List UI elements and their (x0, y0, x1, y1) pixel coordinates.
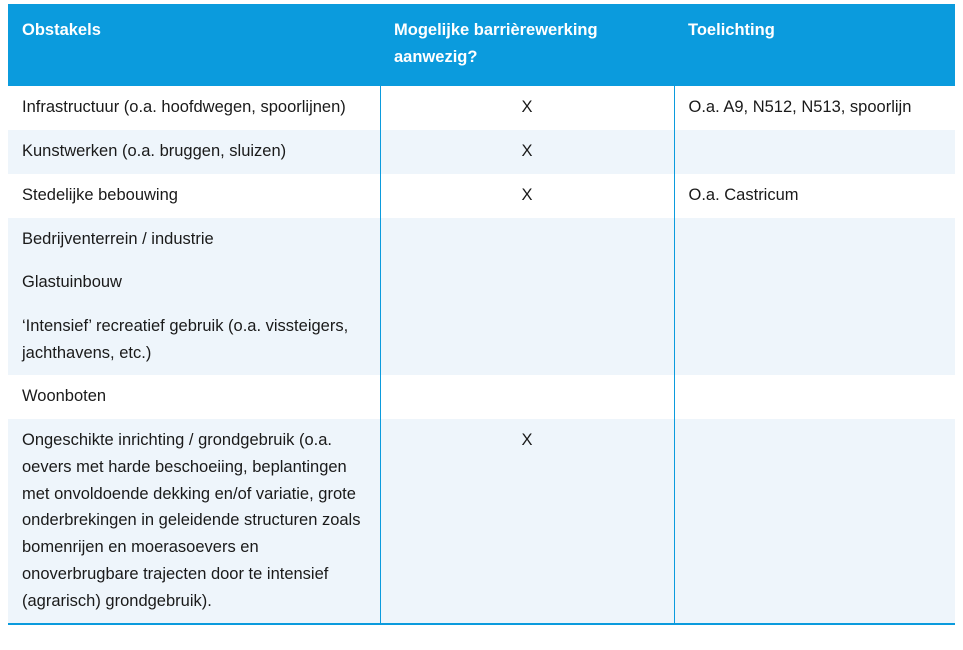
cell-toelichting (674, 375, 955, 419)
cell-barriere: X (380, 130, 674, 174)
cell-barriere (380, 218, 674, 262)
column-header-toelichting: Toelichting (674, 4, 955, 86)
cell-toelichting (674, 130, 955, 174)
cell-obstakel: Kunstwerken (o.a. bruggen, sluizen) (8, 130, 380, 174)
cell-toelichting (674, 261, 955, 305)
cell-toelichting: O.a. Castricum (674, 174, 955, 218)
table-row (8, 218, 955, 262)
cell-obstakel: Woonboten (8, 375, 380, 419)
table-body (8, 86, 955, 624)
table-row (8, 86, 955, 130)
cell-toelichting (674, 419, 955, 624)
cell-barriere (380, 305, 674, 375)
cell-barriere: X (380, 419, 674, 624)
cell-obstakel: Ongeschikte inrichting / grondgebruik (o.a. oevers met harde beschoeiing, beplantingen met onvoldoende dekking en/of variatie, grote onderbrekingen in geleidende structuren zoals bomenrijen en moerasoevers en onoverbrugbare trajecten door te intensief (agrarisch) grondgebruik). (8, 419, 380, 624)
table-row (8, 174, 955, 218)
column-header-barrierewerking: Mogelijke barrièrewerking aanwezig? (380, 4, 674, 86)
obstakels-table-container (0, 4, 963, 650)
cell-barriere (380, 261, 674, 305)
table-row (8, 375, 955, 419)
cell-obstakel: ‘Intensief’ recreatief gebruik (o.a. vissteigers, jachthavens, etc.) (8, 305, 380, 375)
obstakels-table (8, 4, 955, 625)
table-row (8, 305, 955, 375)
cell-toelichting: O.a. A9, N512, N513, spoorlijn (674, 86, 955, 130)
cell-obstakel: Stedelijke bebouwing (8, 174, 380, 218)
cell-obstakel: Infrastructuur (o.a. hoofdwegen, spoorlijnen) (8, 86, 380, 130)
cell-toelichting (674, 305, 955, 375)
cell-barriere (380, 375, 674, 419)
cell-barriere: X (380, 174, 674, 218)
table-header (8, 4, 955, 86)
cell-toelichting (674, 218, 955, 262)
table-header-row (8, 4, 955, 86)
cell-barriere: X (380, 86, 674, 130)
table-row (8, 419, 955, 624)
cell-obstakel: Glastuinbouw (8, 261, 380, 305)
table-row (8, 130, 955, 174)
cell-obstakel: Bedrijventerrein / industrie (8, 218, 380, 262)
column-header-obstakels: Obstakels (8, 4, 380, 86)
table-row (8, 261, 955, 305)
